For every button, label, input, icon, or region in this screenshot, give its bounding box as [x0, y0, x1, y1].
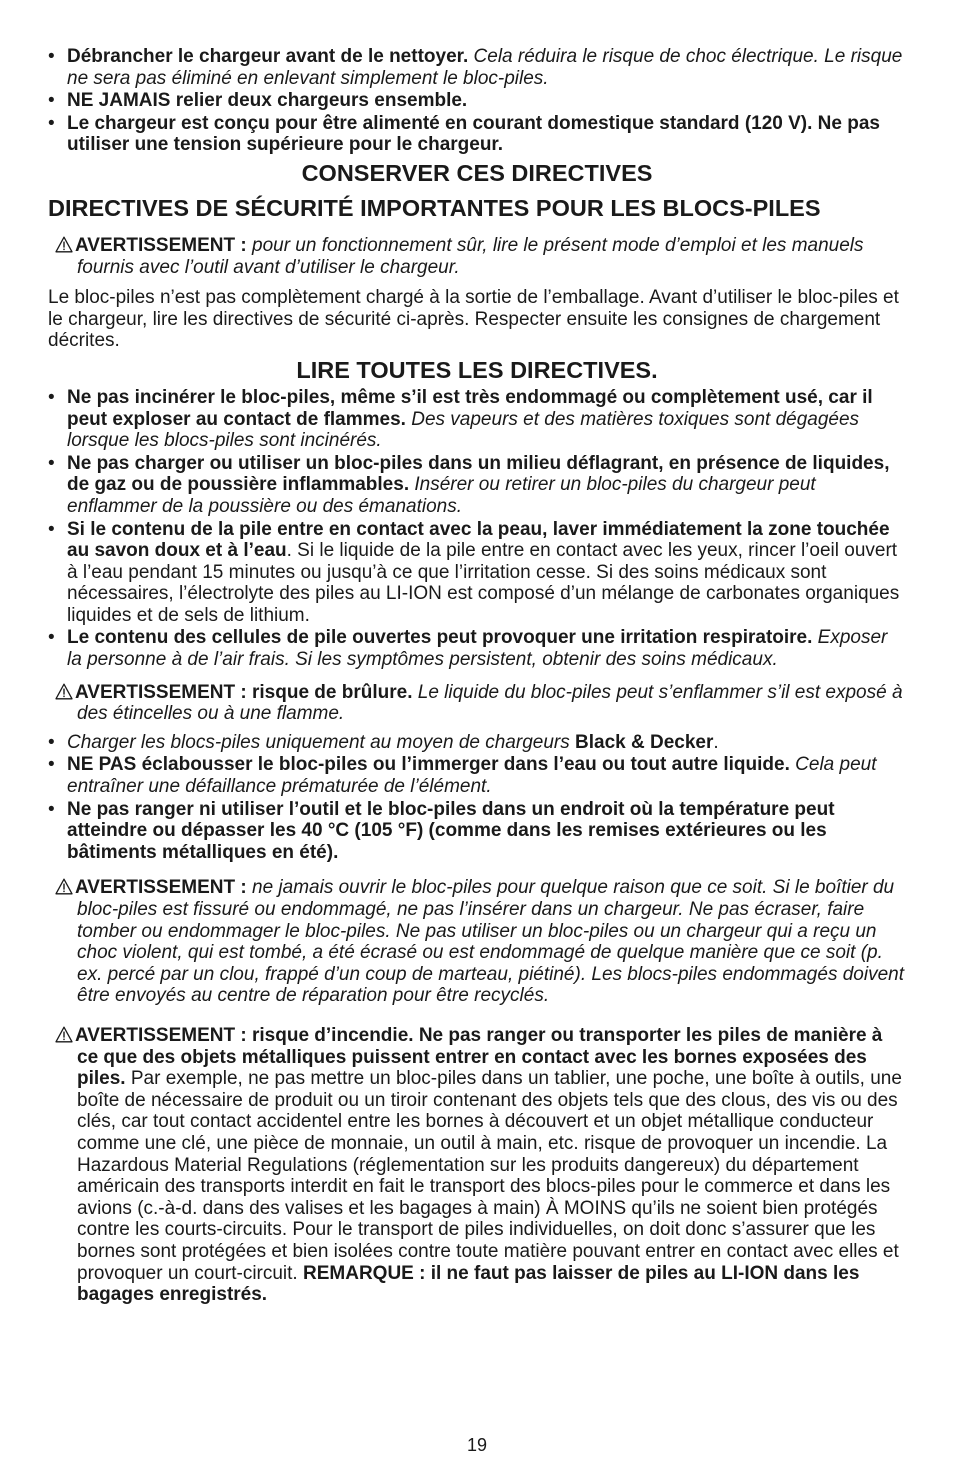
- battery-bullets: [48, 387, 906, 671]
- page-number: 19: [466, 1435, 488, 1455]
- list-item: • Charger les blocs-piles uniquement au moyen de chargeurs Black & Decker.: [48, 732, 906, 754]
- warning-incendie: AVERTISSEMENT : risque d’incendie. Ne pas ranger ou transporter les piles de manière à ce que des objets métalliques puissent entrer en contact avec les bornes exposées des piles. Par exemple, ne pas mettre un bloc-piles dans un tablier, une poche, une boîte à outils, une boîte de nécessaire de produit ou un tiroir contenant des objets tels que des clous, des vis ou des clés, car tout contact accidentel entre les bornes à découvert et un objet métallique conducteur comme une clé, une pièce de monnaie, un outil à main, etc. risque de provoquer un incendie. La Hazardous Material Regulations (réglementation sur les produits dangereux) du département américain des transports interdit en fait le transport des blocs-piles pour le commerce et dans les avions (c.-à-d. dans des valises et les bagages à main) À MOINS qu’ils ne soient bien protégés contre les courts-circuits. Pour le transport de piles individuelles, on doit donc s’assurer que les bornes sont protégées et bien isolées contre toute matière pouvant entrer en contact avec elles et provoquer un court-circuit. REMARQUE : il ne faut pas laisser de piles au LI-ION dans les bagages enregistrés.: [48, 1025, 906, 1306]
- charger-bullets: [48, 46, 906, 156]
- list-item: • Débrancher le chargeur avant de le nettoyer. Cela réduira le risque de choc électrique. Le risque ne sera pas éliminé en enlevant simplement le bloc-piles.: [48, 46, 906, 89]
- list-item: • Ne pas charger ou utiliser un bloc-piles dans un milieu déflagrant, en présence de liquides, de gaz ou de poussière inflammables. Insérer ou retirer un bloc-piles du chargeur peut enflammer de la poussière ou des émanations.: [48, 453, 906, 518]
- heading-securite-blocs-piles: DIRECTIVES DE SÉCURITÉ IMPORTANTES POUR LES BLOCS-PILES: [48, 194, 821, 221]
- list-item: • Le contenu des cellules de pile ouvertes peut provoquer une irritation respiratoire. Exposer la personne à de l’air frais. Si les symptômes persistent, obtenir des soins médicaux.: [48, 627, 906, 670]
- list-item: • NE JAMAIS relier deux chargeurs ensemble.: [48, 90, 906, 112]
- list-item: • Ne pas incinérer le bloc-piles, même s’il est très endommagé ou complètement usé, car il peut exploser au contact de flammes. Des vapeurs et des matières toxiques sont dégagées lorsque les blocs-piles sont incinérés.: [48, 387, 906, 452]
- warning-triangle-icon: [55, 1025, 75, 1047]
- heading-conserver: CONSERVER CES DIRECTIVES: [301, 159, 653, 186]
- warning-fonctionnement: AVERTISSEMENT : pour un fonctionnement sûr, lire le présent mode d’emploi et les manuels fournis avec l’outil avant d’utiliser le chargeur.: [48, 235, 906, 278]
- warning-ouverture: AVERTISSEMENT : ne jamais ouvrir le bloc-piles pour quelque raison que ce soit. Si le boîtier du bloc-piles est fissuré ou endommagé, ne pas l’insérer dans un chargeur. Ne pas écraser, faire tomber ou endommager le bloc-piles. Ne pas utiliser un bloc-piles ou un chargeur qui a reçu un choc violent, qui est tombé, a été écrasé ou est endommagé de quelque manière que ce soit (p. ex. percé par un clou, frappé d’un coup de marteau, piétiné). Les blocs-piles endommagés doivent être envoyés au centre de réparation pour être recyclés.: [48, 877, 906, 1007]
- warning-triangle-icon: [55, 235, 75, 257]
- list-item: • Si le contenu de la pile entre en contact avec la peau, laver immédiatement la zone touchée au savon doux et à l’eau. Si le liquide de la pile entre en contact avec les yeux, rincer l’oeil ouvert à l’eau pendant 15 minutes ou jusqu’à ce que l’irritation cesse. Si des soins médicaux sont nécessaires, l’électrolyte des piles au LI-ION est composé d’un mélange de carbonates organiques liquides et de sels de lithium.: [48, 519, 906, 627]
- list-item: • Le chargeur est conçu pour être alimenté en courant domestique standard (120 V). Ne pas utiliser une tension supérieure pour le chargeur.: [48, 113, 906, 156]
- heading-lire: LIRE TOUTES LES DIRECTIVES.: [296, 356, 658, 383]
- list-item: • Ne pas ranger ni utiliser l’outil et le bloc-piles dans un endroit où la température peut atteindre ou dépasser les 40 °C (105 °F) (comme dans les remises extérieures ou les bâtiments métalliques en été).: [48, 799, 906, 864]
- intro-paragraph: Le bloc-piles n’est pas complètement chargé à la sortie de l’emballage. Avant d’utiliser le bloc-piles et le chargeur, lire les directives de sécurité ci-après. Respecter ensuite les consignes de chargement décrites.: [48, 287, 899, 352]
- warning-brulure: AVERTISSEMENT : risque de brûlure. Le liquide du bloc-piles peut s’enflammer s’il est exposé à des étincelles ou à une flamme.: [48, 682, 906, 725]
- list-item: • NE PAS éclabousser le bloc-piles ou l’immerger dans l’eau ou tout autre liquide. Cela peut entraîner une défaillance prématurée de l’élément.: [48, 754, 906, 797]
- burn-bullets: [48, 732, 906, 864]
- warning-triangle-icon: [55, 877, 75, 899]
- warning-triangle-icon: [55, 682, 75, 704]
